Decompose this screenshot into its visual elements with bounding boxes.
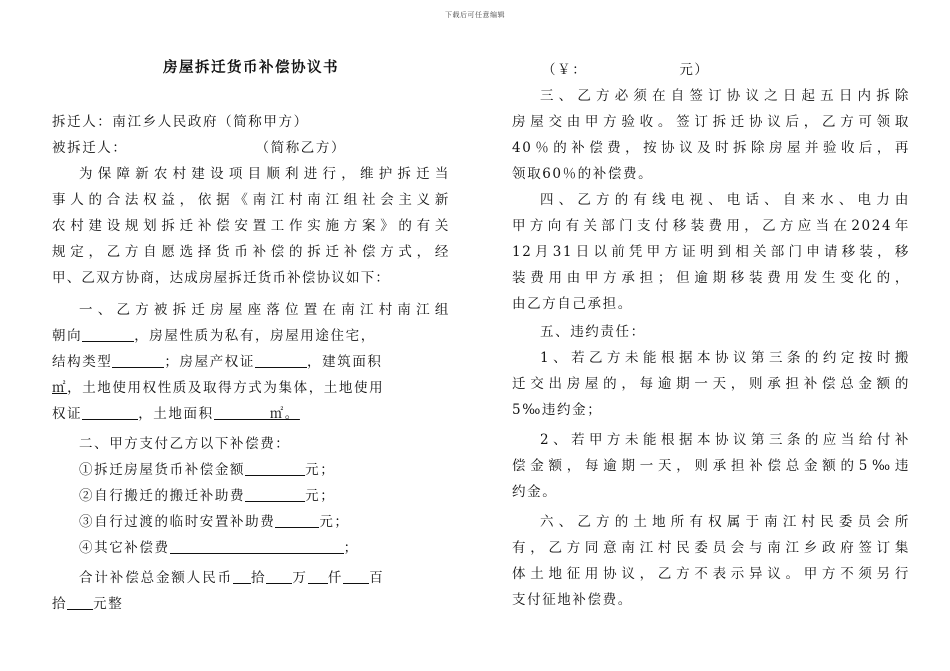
blank-wan[interactable] xyxy=(266,569,292,584)
unit-shi: 拾 xyxy=(251,570,267,586)
paragraph-line: 支付征地补偿费。 xyxy=(512,592,633,608)
sqm-unit: ㎡ xyxy=(52,380,68,396)
yuan-unit: 元； xyxy=(319,514,350,530)
demolisher-line: 拆迁人：南江乡人民政府（简称甲方） xyxy=(52,114,309,130)
demolished-party-abbr: （简称乙方） xyxy=(255,140,347,156)
property-nature-text: ，房屋性质为私有，房屋用途住宅， xyxy=(134,328,376,344)
paragraph-line: 偿金额，每逾期一天，则承担补偿总金额的5‰违 xyxy=(512,458,910,474)
land-cert-label: 权证 xyxy=(52,406,83,422)
clause-6-line: 六、乙方的土地所有权属于南江村民委员会所 xyxy=(540,514,910,530)
compensation-item-1-label: ①拆迁房屋货币补偿金额 xyxy=(79,462,246,478)
land-right-line xyxy=(52,378,450,398)
yuan-unit: 元； xyxy=(305,488,336,504)
paragraph-line: 迁交出房屋的，每逾期一天，则承担补偿总金额的 xyxy=(512,376,910,392)
total-amount-line xyxy=(52,568,477,588)
rmb-symbol-label: （￥： xyxy=(542,62,588,78)
unit-qian: 仟 xyxy=(327,570,344,586)
land-cert-line xyxy=(52,404,450,424)
paragraph-line: 12月31日以前凭甲方证明到相关部门申请移装，移 xyxy=(512,244,910,260)
structure-type-label: 结构类型 xyxy=(52,354,113,370)
paragraph-line: 有，乙方同意南江村民委员会与南江乡政府签订集 xyxy=(512,540,910,556)
compensation-item-3 xyxy=(52,512,477,532)
compensation-item-4 xyxy=(52,538,477,558)
paragraph-line: 农村建设规划拆迁补偿安置工作实施方案》的有关 xyxy=(52,218,450,234)
land-right-text: ，土地使用权性质及取得方式为集体，土地使用 xyxy=(67,380,385,396)
compensation-item-3-label: ③自行过渡的临时安置补助费 xyxy=(79,514,276,530)
watermark-text: 下载后可任意编辑 xyxy=(445,11,505,19)
paragraph-line: 装费用由甲方承担；但逾期移装费用发生变化的， xyxy=(512,270,910,286)
clause-2-heading: 二、甲方支付乙方以下补偿费： xyxy=(79,436,291,452)
paragraph-line: 房屋交由甲方验收。签订拆迁协议后，乙方可领取 xyxy=(512,114,910,130)
paragraph-line: 约金。 xyxy=(512,484,558,500)
compensation-item-1-blank[interactable] xyxy=(245,461,305,476)
orientation-line xyxy=(52,326,450,346)
document-title: 房屋拆迁货币补偿协议书 xyxy=(163,59,339,76)
land-area-label: ，土地面积 xyxy=(138,406,214,422)
compensation-item-3-blank[interactable] xyxy=(275,513,319,528)
semicolon: ； xyxy=(343,540,359,556)
compensation-item-1 xyxy=(52,460,477,480)
property-cert-label: ；房屋产权证 xyxy=(164,354,256,370)
paragraph-line: 领取60％的补偿费。 xyxy=(512,166,654,182)
paragraph-line: 规定，乙方自愿选择货币补偿的拆迁补偿方式，经 xyxy=(52,244,450,260)
land-area-blank[interactable] xyxy=(214,405,270,420)
clause-5-2-line: 2、若甲方未能根据本协议第三条的应当给付补 xyxy=(540,432,910,448)
demolished-party-label: 被拆迁人： xyxy=(52,140,128,156)
clause-5-1-line: 1、若乙方未能根据本协议第三条的约定按时搬 xyxy=(540,350,910,366)
land-area-unit: ㎡。 xyxy=(269,406,300,422)
compensation-item-2 xyxy=(52,486,477,506)
paragraph-line: 为保障新农村建设项目顺利进行，维护拆迁当 xyxy=(79,166,450,182)
compensation-item-4-label: ④其它补偿费 xyxy=(79,540,170,556)
structure-line xyxy=(52,352,450,372)
blank-qian[interactable] xyxy=(308,569,328,584)
yuan-unit: 元； xyxy=(305,462,336,478)
blank-bai[interactable] xyxy=(343,569,369,584)
total-amount-line-2 xyxy=(52,594,450,614)
clause-1-line: 一、乙方被拆迁房屋座落位置在南江村南江组 xyxy=(79,302,450,318)
unit-yuan-zheng: 元整 xyxy=(93,596,124,612)
paragraph-line: 甲方向有关部门支付移装费用，乙方应当在2024年 xyxy=(512,218,910,234)
yuan-unit: 元） xyxy=(679,62,710,78)
clause-5-heading: 五、违约责任： xyxy=(540,324,646,340)
building-area-label: ，建筑面积 xyxy=(307,354,383,370)
rmb-amount-line xyxy=(512,60,940,80)
clause-4-line: 四、乙方的有线电视、电话、自来水、电力由 xyxy=(540,192,910,208)
clause-3-line: 三、乙方必须在自签订协议之日起五日内拆除 xyxy=(540,88,910,104)
unit-bai: 百 xyxy=(369,570,385,586)
land-cert-blank[interactable] xyxy=(82,405,138,420)
orientation-label: 朝向 xyxy=(52,328,83,344)
unit-shi: 拾 xyxy=(52,596,68,612)
compensation-item-2-label: ②自行搬迁的搬迁补助费 xyxy=(79,488,246,504)
blank-shi[interactable] xyxy=(67,595,93,610)
paragraph-line: 体土地征用协议，乙方不表示异议。甲方不须另行 xyxy=(512,566,910,582)
unit-wan: 万 xyxy=(292,570,308,586)
compensation-item-2-blank[interactable] xyxy=(245,487,305,502)
orientation-blank[interactable] xyxy=(82,327,134,342)
demolished-party-line xyxy=(52,138,450,158)
compensation-item-4-blank[interactable] xyxy=(170,539,344,554)
paragraph-line: 由乙方自己承担。 xyxy=(512,296,633,312)
total-amount-label: 合计补偿总金额人民币 xyxy=(79,570,233,586)
blank-shi-wan[interactable] xyxy=(233,569,251,584)
paragraph-line: 事人的合法权益，依据《南江村南江组社会主义新 xyxy=(52,192,450,208)
paragraph-line: 甲、乙双方协商，达成房屋拆迁货币补偿协议如下： xyxy=(52,270,391,286)
paragraph-line: 5‰违约金； xyxy=(512,402,603,418)
structure-type-blank[interactable] xyxy=(112,353,164,368)
paragraph-line: 40％的补偿费，按协议及时拆除房屋并验收后，再 xyxy=(512,140,910,156)
property-cert-blank[interactable] xyxy=(255,353,307,368)
